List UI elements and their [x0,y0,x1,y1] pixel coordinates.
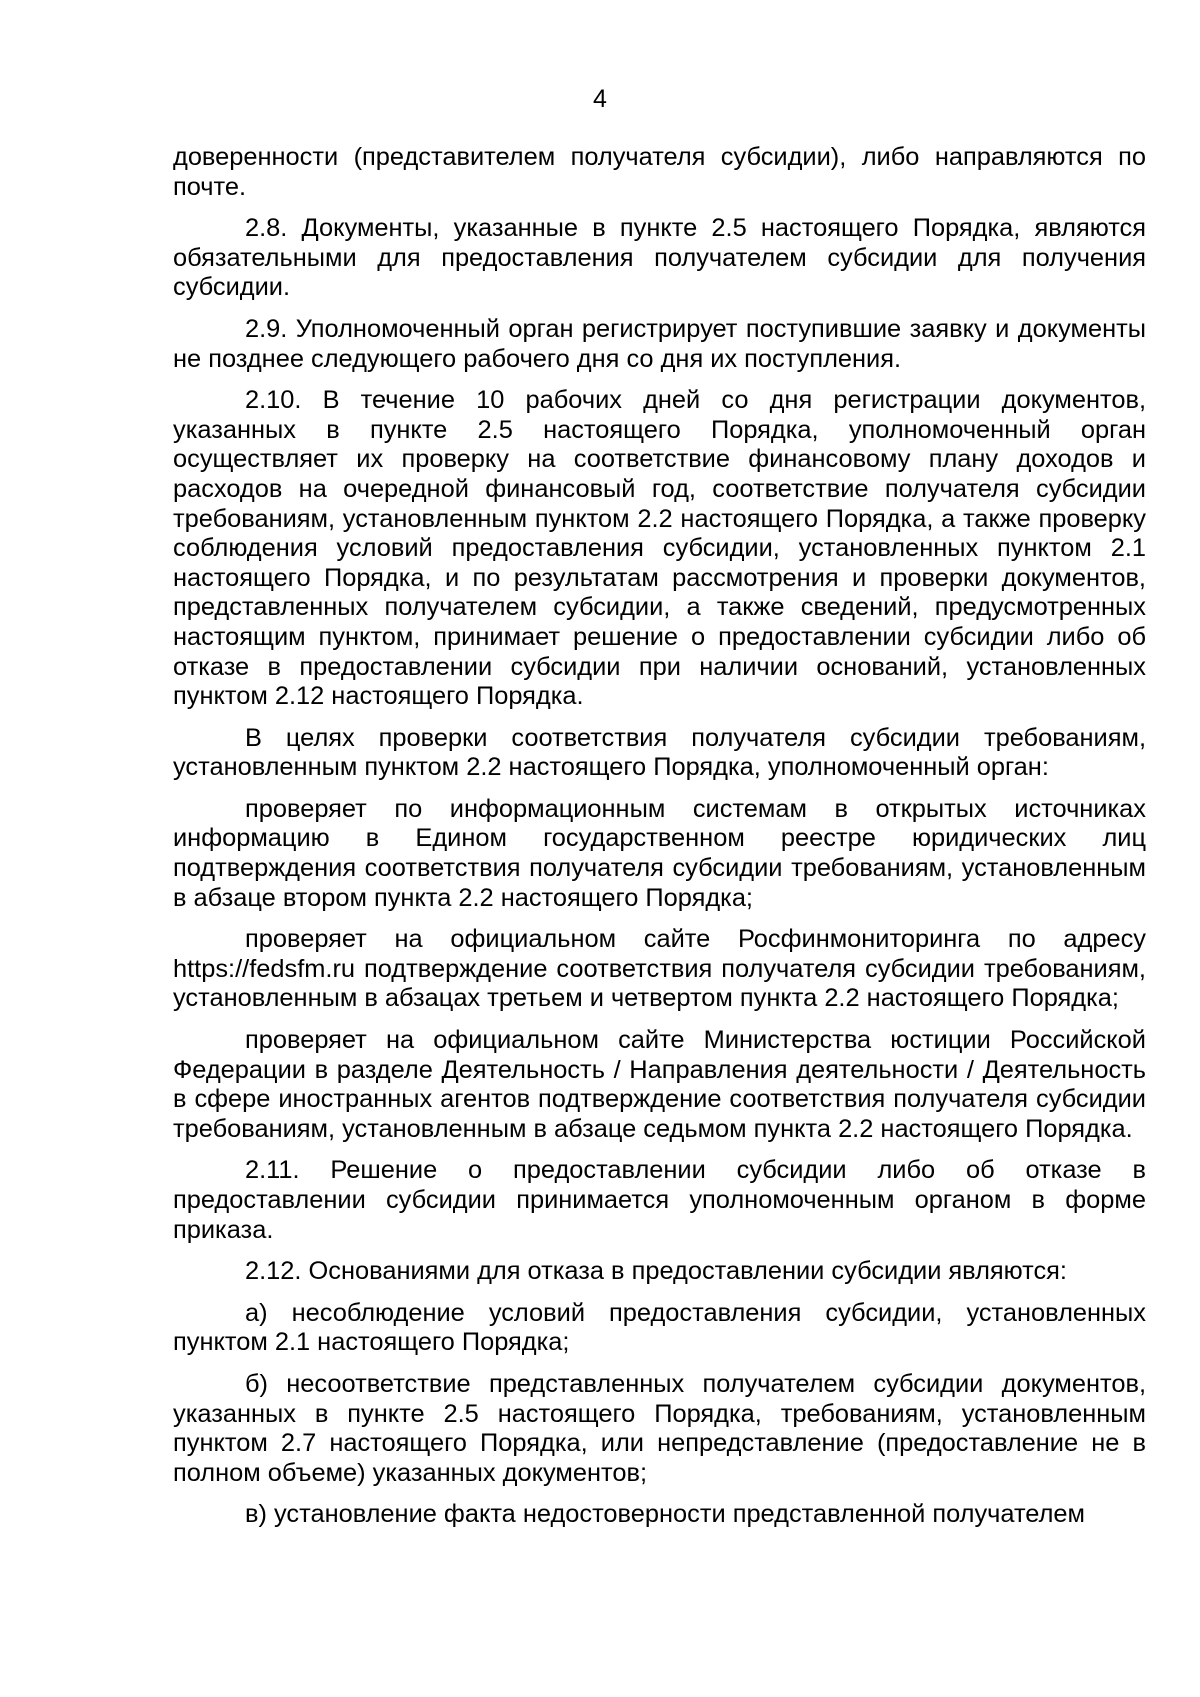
paragraph-2-12-v: в) установление факта недостоверности представленной получателем [245,1500,1085,1529]
paragraph-check-rosfinmonitoring: проверяет на официальном сайте Росфинмониторинга по адресу https://fedsfm.ru подтверждение соответствия получателя субсидии требованиям, установленным в абзацах третьем и четвертом пункта 2.2 настоящего Порядка; [173,925,1146,1013]
document-body [173,143,1146,1542]
paragraph-2-10: 2.10. В течение 10 рабочих дней со дня регистрации документов, указанных в пункте 2.5 настоящего Порядка, уполномоченный орган осуществляет их проверку на соответствие финансовому плану доходов и расходов на очередной финансовый год, соответствие получателя субсидии требованиям, установленным пунктом 2.2 настоящего Порядка, а также проверку соблюдения условий предоставления субсидии, установленных пунктом 2.1 настоящего Порядка, и по результатам рассмотрения и проверки документов, представленных получателем субсидии, а также сведений, предусмотренных настоящим пунктом, принимает решение о предоставлении субсидии либо об отказе в предоставлении субсидии при наличии оснований, установленных пунктом 2.12 настоящего Порядка. [173,386,1146,711]
paragraph-check-minjust: проверяет на официальном сайте Министерства юстиции Российской Федерации в разделе Деятельность / Направления деятельности / Деятельность в сфере иностранных агентов подтверждение соответствия получателя субсидии требованиям, установленным в абзаце седьмом пункта 2.2 настоящего Порядка. [173,1026,1146,1143]
paragraph-2-11: 2.11. Решение о предоставлении субсидии либо об отказе в предоставлении субсидии принимается уполномоченным органом в форме приказа. [173,1156,1146,1244]
paragraph-2-12-a: а) несоблюдение условий предоставления субсидии, установленных пунктом 2.1 настоящего Порядка; [173,1298,1146,1357]
paragraph-2-9: 2.9. Уполномоченный орган регистрирует поступившие заявку и документы не позднее следующего рабочего дня со дня их поступления. [173,314,1146,373]
paragraph-2-12-b: б) несоответствие представленных получателем субсидии документов, указанных в пункте 2.5 настоящего Порядка, требованиям, установленным пунктом 2.7 настоящего Порядка, или непредставление (предоставление не в полном объеме) указанных документов; [173,1369,1146,1487]
paragraph-continuation: доверенности (представителем получателя субсидии), либо направляются по почте. [173,143,1146,201]
page-number: 4 [593,85,607,113]
paragraph-verification-intro: В целях проверки соответствия получателя субсидии требованиям, установленным пунктом 2.2 настоящего Порядка, уполномоченный орган: [173,723,1146,782]
paragraph-2-8: 2.8. Документы, указанные в пункте 2.5 настоящего Порядка, являются обязательными для предоставления получателем субсидии для получения субсидии. [173,214,1146,302]
paragraph-check-egrul: проверяет по информационным системам в открытых источниках информацию в Едином государственном реестре юридических лиц подтверждения соответствия получателя субсидии требованиям, установленным в абзаце втором пункта 2.2 настоящего Порядка; [173,794,1146,912]
paragraph-2-12: 2.12. Основаниями для отказа в предоставлении субсидии являются: [245,1257,1067,1286]
